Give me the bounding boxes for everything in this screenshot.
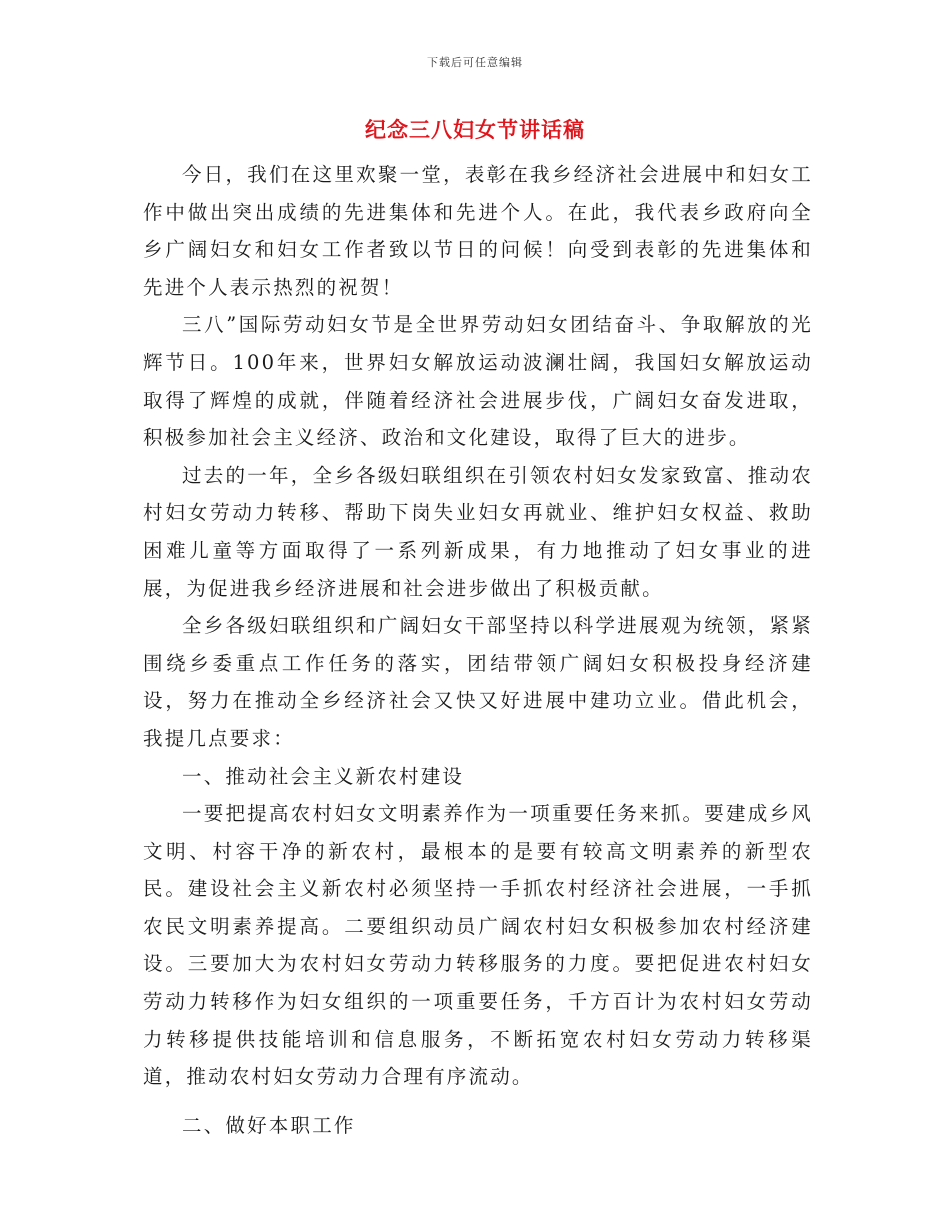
paragraph-section-1: 一要把提高农村妇女文明素养作为一项重要任务来抓。要建成乡风文明、村容干净的新农村，最根本的是要有较高文明素养的新型农民。建设社会主义新农村必须坚持一手抓农村经济社会进展，一手抓农民文明素养提高。二要组织动员广阔农村妇女积极参加农村经济建设。三要加大为农村妇女劳动力转移服务的力度。要把促进农村妇女劳动力转移作为妇女组织的一项重要任务，千方百计为农村妇女劳动力转移提供技能培训和信息服务，不断拓宽农村妇女劳动力转移渠道，推动农村妇女劳动力合理有序流动。 <box>143 802 813 1089</box>
document-body <box>143 156 813 1144</box>
section-heading-1: 一、推动社会主义新农村建设 <box>182 764 465 788</box>
paragraph-womens-day: 三八”国际劳动妇女节是全世界劳动妇女团结奋斗、争取解放的光辉节日。100年来，世界妇女解放运动波澜壮阔，我国妇女解放运动取得了辉煌的成就，伴随着经济社会进展步伐，广阔妇女奋发进取，积极参加社会主义经济、政治和文化建设，取得了巨大的进步。 <box>143 313 813 450</box>
paragraph-past-year: 过去的一年，全乡各级妇联组织在引领农村妇女发家致富、推动农村妇女劳动力转移、帮助下岗失业妇女再就业、维护妇女权益、救助困难儿童等方面取得了一系列新成果，有力地推动了妇女事业的进展，为促进我乡经济进展和社会进步做出了积极贡献。 <box>143 463 813 600</box>
section-heading-2: 二、做好本职工作 <box>182 1113 356 1137</box>
header-note: 下载后可任意编辑 <box>427 56 523 69</box>
document-title: 纪念三八妇女节讲话稿 <box>365 117 585 142</box>
paragraph-requirements-intro: 全乡各级妇联组织和广阔妇女干部坚持以科学进展观为统领，紧紧围绕乡委重点工作任务的落实，团结带领广阔妇女积极投身经济建设，努力在推动全乡经济社会又快又好进展中建功立业。借此机会，我提几点要求： <box>143 614 813 750</box>
paragraph-greeting: 今日，我们在这里欢聚一堂，表彰在我乡经济社会进展中和妇女工作中做出突出成绩的先进集体和先进个人。在此，我代表乡政府向全乡广阔妇女和妇女工作者致以节日的问候！向受到表彰的先进集体和先进个人表示热烈的祝贺！ <box>143 163 813 299</box>
